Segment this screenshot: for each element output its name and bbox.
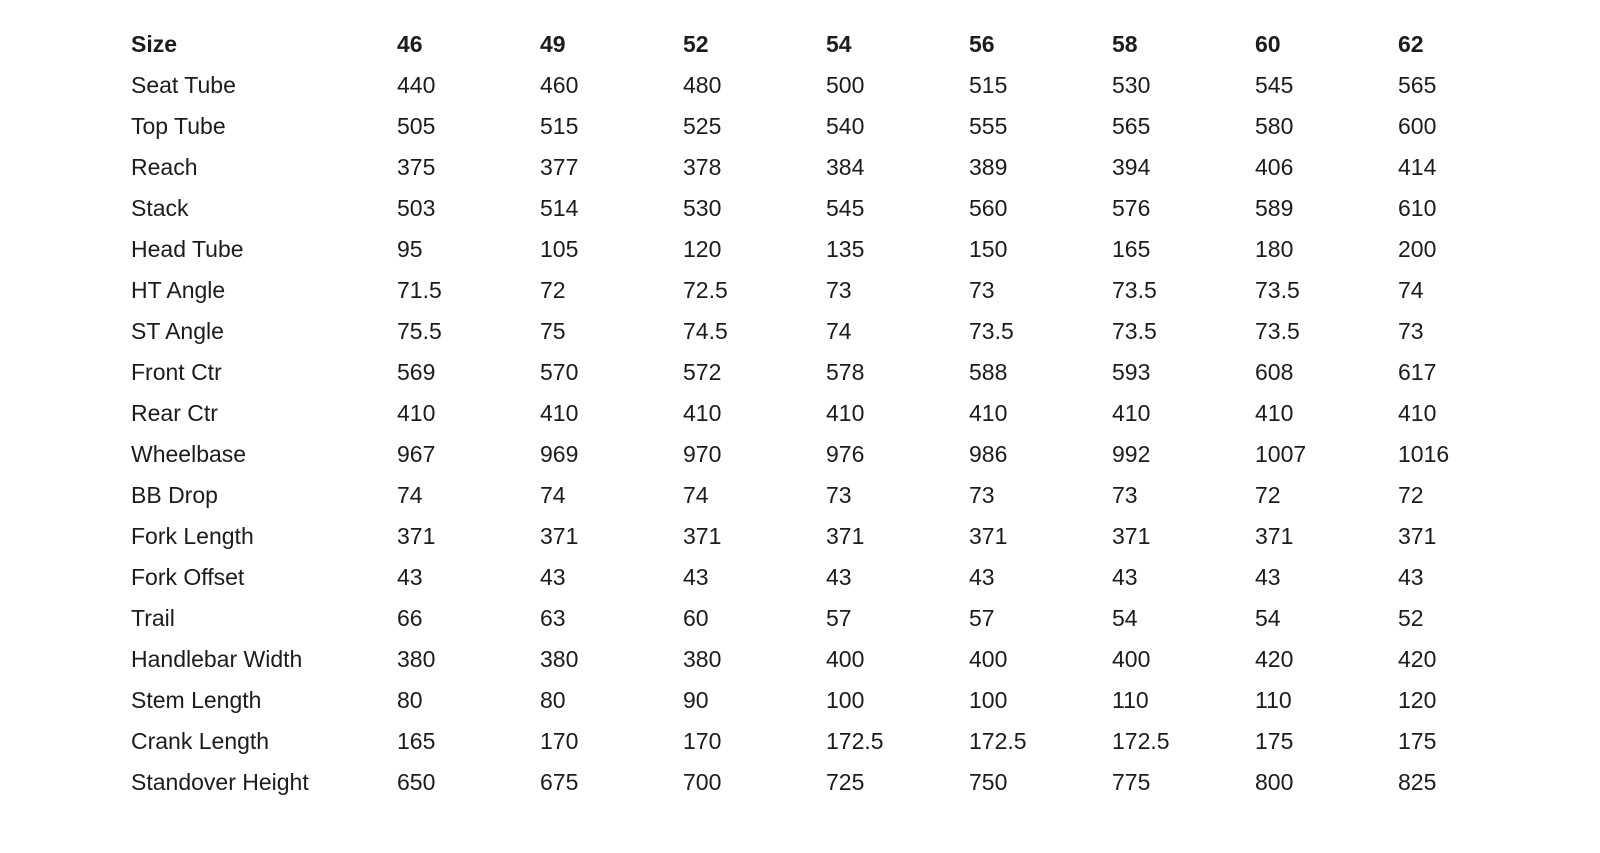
cell-value: 74.5 [683, 318, 728, 344]
cell-value: 100 [826, 687, 865, 713]
header-size-62: 62 [1398, 31, 1424, 57]
table-row [131, 147, 1541, 188]
cell-value: 73 [1398, 318, 1424, 344]
cell-value: 73.5 [1112, 318, 1157, 344]
cell-value: 514 [540, 195, 579, 221]
cell-value: 460 [540, 72, 579, 98]
geometry-table [131, 24, 1541, 803]
cell-value: 565 [1398, 72, 1437, 98]
cell-value: 74 [540, 482, 566, 508]
cell-value: 73.5 [1255, 277, 1300, 303]
cell-value: 400 [969, 646, 1008, 672]
row-label: Seat Tube [131, 72, 236, 98]
cell-value: 135 [826, 236, 865, 262]
cell-value: 650 [397, 769, 436, 795]
cell-value: 410 [1255, 400, 1294, 426]
cell-value: 172.5 [1112, 728, 1170, 754]
row-label: Fork Length [131, 523, 254, 549]
header-size-54: 54 [826, 31, 852, 57]
header-size-46: 46 [397, 31, 423, 57]
cell-value: 73 [969, 482, 995, 508]
cell-value: 530 [1112, 72, 1151, 98]
cell-value: 530 [683, 195, 722, 221]
cell-value: 775 [1112, 769, 1151, 795]
table-row [131, 680, 1541, 721]
cell-value: 170 [683, 728, 722, 754]
cell-value: 410 [969, 400, 1008, 426]
header-size-58: 58 [1112, 31, 1138, 57]
cell-value: 57 [826, 605, 852, 631]
row-label: Rear Ctr [131, 400, 218, 426]
cell-value: 406 [1255, 154, 1294, 180]
table-row [131, 106, 1541, 147]
cell-value: 72 [1398, 482, 1424, 508]
cell-value: 560 [969, 195, 1008, 221]
header-size-label: Size [131, 31, 178, 57]
cell-value: 480 [683, 72, 722, 98]
cell-value: 420 [1255, 646, 1294, 672]
cell-value: 172.5 [826, 728, 884, 754]
cell-value: 73 [826, 277, 852, 303]
cell-value: 71.5 [397, 277, 442, 303]
row-label: Head Tube [131, 236, 244, 262]
cell-value: 580 [1255, 113, 1294, 139]
cell-value: 515 [969, 72, 1008, 98]
row-label: Standover Height [131, 769, 309, 795]
table-row [131, 393, 1541, 434]
cell-value: 565 [1112, 113, 1151, 139]
row-label: Wheelbase [131, 441, 247, 467]
table-body [131, 65, 1541, 803]
cell-value: 500 [826, 72, 865, 98]
cell-value: 43 [683, 564, 709, 590]
cell-value: 410 [1112, 400, 1151, 426]
table-row [131, 270, 1541, 311]
cell-value: 43 [1112, 564, 1138, 590]
cell-value: 976 [826, 441, 865, 467]
cell-value: 384 [826, 154, 865, 180]
cell-value: 617 [1398, 359, 1437, 385]
cell-value: 377 [540, 154, 579, 180]
cell-value: 986 [969, 441, 1008, 467]
cell-value: 54 [1112, 605, 1138, 631]
cell-value: 410 [1398, 400, 1437, 426]
table-row [131, 557, 1541, 598]
row-label: Stem Length [131, 687, 262, 713]
cell-value: 52 [1398, 605, 1424, 631]
cell-value: 180 [1255, 236, 1294, 262]
cell-value: 371 [1398, 523, 1437, 549]
cell-value: 540 [826, 113, 865, 139]
cell-value: 73 [1112, 482, 1138, 508]
cell-value: 120 [683, 236, 722, 262]
row-label: Fork Offset [131, 564, 245, 590]
cell-value: 73 [969, 277, 995, 303]
cell-value: 150 [969, 236, 1008, 262]
cell-value: 545 [826, 195, 865, 221]
cell-value: 992 [1112, 441, 1151, 467]
cell-value: 80 [540, 687, 566, 713]
row-label: ST Angle [131, 318, 224, 344]
cell-value: 414 [1398, 154, 1437, 180]
cell-value: 72.5 [683, 277, 728, 303]
cell-value: 43 [826, 564, 852, 590]
table-row [131, 352, 1541, 393]
cell-value: 43 [1255, 564, 1281, 590]
cell-value: 420 [1398, 646, 1437, 672]
cell-value: 700 [683, 769, 722, 795]
cell-value: 570 [540, 359, 579, 385]
cell-value: 503 [397, 195, 436, 221]
row-label: Trail [131, 605, 175, 631]
cell-value: 576 [1112, 195, 1151, 221]
cell-value: 440 [397, 72, 436, 98]
cell-value: 572 [683, 359, 722, 385]
cell-value: 545 [1255, 72, 1294, 98]
header-size-60: 60 [1255, 31, 1281, 57]
cell-value: 555 [969, 113, 1008, 139]
cell-value: 73 [826, 482, 852, 508]
row-label: Stack [131, 195, 189, 221]
cell-value: 371 [969, 523, 1008, 549]
cell-value: 515 [540, 113, 579, 139]
table-row [131, 762, 1541, 803]
cell-value: 100 [969, 687, 1008, 713]
table-row [131, 721, 1541, 762]
cell-value: 43 [1398, 564, 1424, 590]
cell-value: 165 [397, 728, 436, 754]
cell-value: 800 [1255, 769, 1294, 795]
cell-value: 165 [1112, 236, 1151, 262]
cell-value: 170 [540, 728, 579, 754]
row-label: HT Angle [131, 277, 226, 303]
cell-value: 175 [1255, 728, 1294, 754]
cell-value: 970 [683, 441, 722, 467]
cell-value: 74 [826, 318, 852, 344]
cell-value: 1016 [1398, 441, 1450, 467]
table-row [131, 475, 1541, 516]
cell-value: 394 [1112, 154, 1151, 180]
cell-value: 505 [397, 113, 436, 139]
row-label: Handlebar Width [131, 646, 303, 672]
cell-value: 73.5 [969, 318, 1014, 344]
header-size-49: 49 [540, 31, 566, 57]
cell-value: 74 [1398, 277, 1424, 303]
table-row [131, 434, 1541, 475]
table-row [131, 598, 1541, 639]
cell-value: 172.5 [969, 728, 1027, 754]
cell-value: 589 [1255, 195, 1294, 221]
cell-value: 175 [1398, 728, 1437, 754]
cell-value: 73.5 [1255, 318, 1300, 344]
cell-value: 400 [826, 646, 865, 672]
cell-value: 95 [397, 236, 423, 262]
cell-value: 725 [826, 769, 865, 795]
cell-value: 43 [969, 564, 995, 590]
cell-value: 90 [683, 687, 709, 713]
cell-value: 73.5 [1112, 277, 1157, 303]
cell-value: 608 [1255, 359, 1294, 385]
row-label: Crank Length [131, 728, 270, 754]
cell-value: 967 [397, 441, 436, 467]
cell-value: 410 [397, 400, 436, 426]
row-label: Top Tube [131, 113, 226, 139]
cell-value: 43 [540, 564, 566, 590]
cell-value: 380 [397, 646, 436, 672]
cell-value: 75 [540, 318, 566, 344]
cell-value: 371 [540, 523, 579, 549]
cell-value: 66 [397, 605, 423, 631]
row-label: BB Drop [131, 482, 218, 508]
cell-value: 74 [683, 482, 709, 508]
cell-value: 54 [1255, 605, 1281, 631]
cell-value: 63 [540, 605, 566, 631]
cell-value: 120 [1398, 687, 1437, 713]
table-row [131, 311, 1541, 352]
table-row [131, 188, 1541, 229]
cell-value: 371 [397, 523, 436, 549]
cell-value: 378 [683, 154, 722, 180]
cell-value: 200 [1398, 236, 1437, 262]
cell-value: 410 [683, 400, 722, 426]
cell-value: 371 [1255, 523, 1294, 549]
row-label: Reach [131, 154, 198, 180]
cell-value: 380 [540, 646, 579, 672]
cell-value: 75.5 [397, 318, 442, 344]
header-size-52: 52 [683, 31, 709, 57]
cell-value: 371 [826, 523, 865, 549]
cell-value: 410 [826, 400, 865, 426]
cell-value: 57 [969, 605, 995, 631]
cell-value: 825 [1398, 769, 1437, 795]
cell-value: 375 [397, 154, 436, 180]
cell-value: 389 [969, 154, 1008, 180]
cell-value: 675 [540, 769, 579, 795]
table-row [131, 65, 1541, 106]
cell-value: 410 [540, 400, 579, 426]
cell-value: 600 [1398, 113, 1437, 139]
cell-value: 380 [683, 646, 722, 672]
cell-value: 43 [397, 564, 423, 590]
cell-value: 110 [1112, 687, 1149, 713]
cell-value: 60 [683, 605, 709, 631]
cell-value: 593 [1112, 359, 1151, 385]
cell-value: 110 [1255, 687, 1292, 713]
cell-value: 371 [1112, 523, 1151, 549]
cell-value: 750 [969, 769, 1008, 795]
cell-value: 588 [969, 359, 1008, 385]
cell-value: 80 [397, 687, 423, 713]
cell-value: 72 [540, 277, 566, 303]
table-row [131, 639, 1541, 680]
cell-value: 969 [540, 441, 579, 467]
table-row [131, 516, 1541, 557]
header-size-56: 56 [969, 31, 995, 57]
cell-value: 525 [683, 113, 722, 139]
cell-value: 610 [1398, 195, 1437, 221]
cell-value: 72 [1255, 482, 1281, 508]
cell-value: 400 [1112, 646, 1151, 672]
cell-value: 74 [397, 482, 423, 508]
cell-value: 105 [540, 236, 579, 262]
cell-value: 578 [826, 359, 865, 385]
header-row [131, 24, 1541, 65]
cell-value: 371 [683, 523, 722, 549]
cell-value: 569 [397, 359, 436, 385]
table-row [131, 229, 1541, 270]
row-label: Front Ctr [131, 359, 222, 385]
cell-value: 1007 [1255, 441, 1307, 467]
